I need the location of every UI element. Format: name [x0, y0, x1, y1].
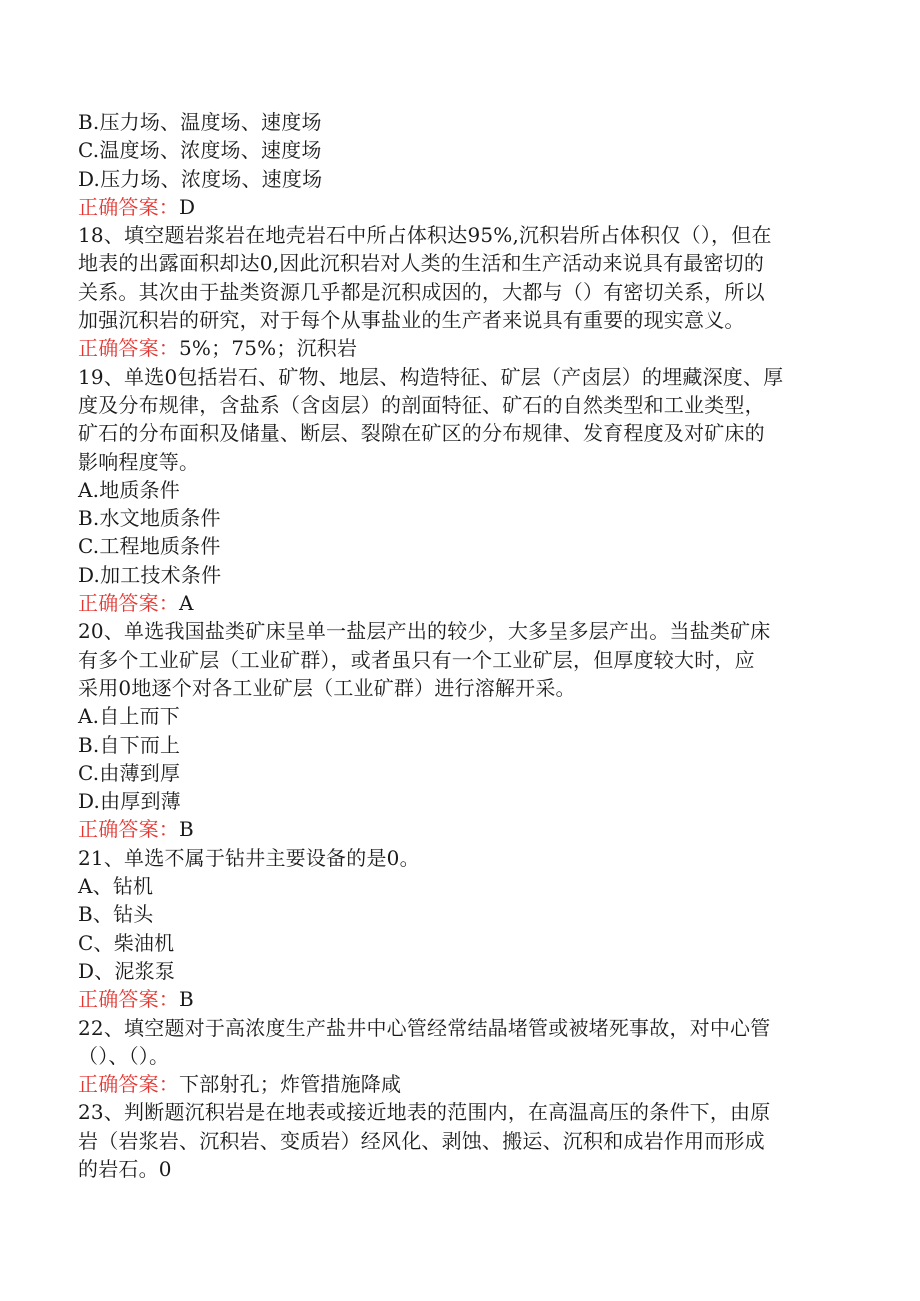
answer-value: 下部射孔；炸管措施降咸	[179, 1072, 402, 1097]
option-line: D.加工技术条件	[78, 562, 222, 587]
question-line: 19、单选0包括岩石、矿物、地层、构造特征、矿层（产卤层）的埋藏深度、厚	[78, 364, 784, 389]
question-line: 矿石的分布面积及储量、断层、裂隙在矿区的分布规律、发育程度及对矿床的	[78, 421, 765, 446]
answer-line	[78, 815, 838, 843]
question-line: 的岩石。0	[78, 1156, 172, 1181]
answer-label: 正确答案：	[78, 336, 179, 361]
option-line: B.自下而上	[78, 732, 181, 757]
answer-value: D	[179, 194, 196, 219]
question-line: 18、填空题岩浆岩在地壳岩石中所占体积达95%,沉积岩所占体积仅（），但在	[78, 223, 772, 248]
option-line: C.工程地质条件	[78, 534, 221, 559]
answer-value: A	[179, 591, 194, 616]
question-line: 采用0地逐个对各工业矿层（工业矿群）进行溶解开采。	[78, 675, 576, 700]
option-line: A.自上而下	[78, 704, 181, 729]
option-line: A、钻机	[78, 874, 154, 899]
question-line: 21、单选不属于钻井主要设备的是0。	[78, 845, 420, 870]
option-line: B.水文地质条件	[78, 506, 221, 531]
answer-label: 正确答案：	[78, 194, 179, 219]
question-line: 岩（岩浆岩、沉积岩、变质岩）经风化、剥蚀、搬运、沉积和成岩作用而形成	[78, 1128, 765, 1153]
question-line: 地表的出露面积却达0,因此沉积岩对人类的生活和生产活动来说具有最密切的	[78, 251, 765, 276]
option-line: C.由薄到厚	[78, 760, 181, 785]
question-line: 23、判断题沉积岩是在地表或接近地表的范围内，在高温高压的条件下，由原	[78, 1100, 771, 1125]
option-line: C、柴油机	[78, 930, 175, 955]
question-line: （）、（）。	[78, 1043, 170, 1068]
option-line: A.地质条件	[78, 477, 181, 502]
answer-label: 正确答案：	[78, 987, 179, 1012]
option-line: B、钻头	[78, 902, 154, 927]
question-line: 影响程度等。	[78, 449, 200, 474]
answer-line	[78, 334, 838, 362]
question-line: 加强沉积岩的研究，对于每个从事盐业的生产者来说具有重要的现实意义。	[78, 308, 745, 333]
answer-value: 5%；75%；沉积岩	[179, 336, 358, 361]
option-line: B.压力场、温度场、速度场	[78, 110, 322, 134]
answer-value: B	[179, 987, 194, 1012]
question-line: 度及分布规律，含盐系（含卤层）的剖面特征、矿石的自然类型和工业类型，	[78, 392, 765, 417]
option-line: D、泥浆泵	[78, 958, 176, 983]
answer-label: 正确答案：	[78, 591, 179, 616]
question-line: 20、单选我国盐类矿床呈单一盐层产出的较少，大多呈多层产出。当盐类矿床	[78, 619, 771, 644]
question-line: 关系。其次由于盐类资源几乎都是沉积成因的，大都与（）有密切关系，所以	[78, 279, 765, 304]
answer-line	[78, 1070, 838, 1098]
option-line: C.温度场、浓度场、速度场	[78, 138, 322, 163]
answer-label: 正确答案：	[78, 1072, 179, 1097]
answer-line	[78, 985, 838, 1013]
question-line: 22、填空题对于高浓度生产盐井中心管经常结晶堵管或被堵死事故，对中心管	[78, 1015, 771, 1040]
document-page	[78, 108, 838, 1183]
question-line: 有多个工业矿层（工业矿群），或者虽只有一个工业矿层，但厚度较大时，应	[78, 647, 755, 672]
answer-value: B	[179, 817, 194, 842]
answer-label: 正确答案：	[78, 817, 179, 842]
answer-line	[78, 589, 838, 617]
answer-line	[78, 193, 838, 221]
option-line: D.压力场、浓度场、速度场	[78, 166, 323, 191]
option-line: D.由厚到薄	[78, 789, 181, 814]
